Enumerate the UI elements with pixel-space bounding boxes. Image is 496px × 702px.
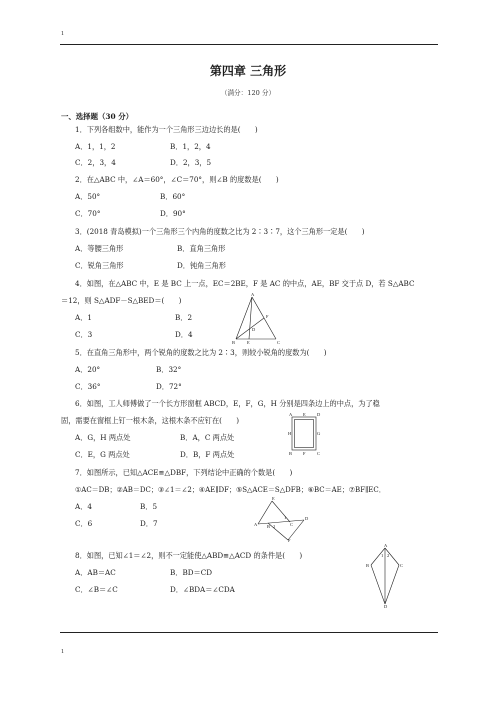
q1-option-d: D．2，3，5 — [170, 158, 212, 167]
q3-option-d: D．钝角三角形 — [177, 261, 226, 270]
q7-congruent-triangles-figure — [254, 496, 310, 542]
q6-label-d: D — [317, 412, 321, 417]
q6-label-h: H — [288, 431, 292, 436]
q5-option-c: C．36° — [75, 382, 101, 391]
q6-stem-line1: 6．如图，工人师傅做了一个长方形窗框 ABCD，E，F，G，H 分别是四条边上的中点，为了稳 — [75, 399, 380, 408]
q3-option-c: C．锐角三角形 — [75, 261, 124, 270]
q7-label-c: C — [290, 522, 294, 527]
q7-label-d: D — [305, 516, 309, 521]
q6-label-c: C — [317, 451, 321, 456]
q4-option-d: D．4 — [175, 330, 193, 339]
footer-rule — [60, 632, 438, 633]
q5-stem: 5．在直角三角形中，两个锐角的度数之比为 2∶3，则较小锐角的度数为( ) — [75, 348, 327, 357]
chapter-title: 第四章 三角形 — [209, 64, 287, 78]
q8-label-angle-2: 2 — [387, 553, 390, 558]
q2-option-a: A．50° — [75, 192, 101, 201]
q7-option-d: D．7 — [140, 519, 158, 528]
q7-conditions: ①AC＝DB；②AB＝DC；③∠1＝∠2；④AE∥DF；⑤S△ACE＝S△DFB；⑥BC＝AE；⑦BF∥EC． — [75, 486, 386, 494]
q8-stem: 8．如图，已知∠1＝∠2，则不一定能使△ABD≌△ACD 的条件是( ) — [75, 551, 303, 560]
q6-label-a: A — [289, 412, 293, 417]
q8-label-a: A — [384, 543, 388, 548]
q1-stem: 1．下列各组数中，能作为一个三角形三边边长的是( ) — [75, 125, 258, 134]
q7-label-a: A — [254, 522, 258, 527]
q6-label-f: F — [303, 451, 306, 456]
header-page-number: 1 — [61, 31, 64, 37]
q6-window-frame-figure — [288, 412, 322, 456]
q8-option-b: B．BD＝CD — [170, 568, 212, 577]
q4-stem-line1: 4．如图，在△ABC 中，E 是 BC 上一点，EC＝2BE，F 是 AC 的中点，AE，BF 交于点 D，若 S△ABC — [75, 279, 415, 288]
q6-stem-line2: 固，需要在窗框上钉一根木条，这根木条不应钉在( ) — [61, 416, 240, 425]
q6-option-b: B．A，C 两点处 — [180, 433, 235, 442]
q4-option-a: A．1 — [75, 313, 92, 322]
q2-stem: 2．在△ABC 中，∠A＝60°，∠C＝70°，则∠B 的度数是( ) — [75, 175, 279, 184]
q7-option-b: B．5 — [140, 502, 158, 511]
q1-option-b: B．1，2，4 — [170, 142, 211, 151]
footer-page-number: 1 — [61, 649, 64, 655]
q8-label-d: D — [384, 604, 388, 609]
q4-label-f: F — [266, 314, 269, 319]
q4-label-a: A — [251, 292, 255, 297]
q8-option-a: A．AB＝AC — [75, 568, 116, 577]
q4-label-d: D — [252, 327, 256, 332]
q5-option-d: D．72° — [156, 382, 182, 391]
q7-label-angle-1: 1 — [284, 515, 287, 520]
q6-option-a: A．G，H 两点处 — [75, 433, 131, 442]
q4-label-e: E — [247, 340, 250, 345]
q4-stem-line2: ＝12，则 S△ADF－S△BED＝( ) — [61, 296, 182, 305]
q4-option-b: B．2 — [175, 313, 193, 322]
q8-option-c: C．∠B＝∠C — [75, 585, 118, 594]
q8-label-c: C — [400, 563, 404, 568]
q6-option-d: D．B，F 两点处 — [180, 450, 235, 459]
q1-option-c: C．2，3，4 — [75, 158, 116, 167]
q6-option-c: C．E，G 两点处 — [75, 450, 130, 459]
q2-option-c: C．70° — [75, 209, 101, 218]
header-rule — [60, 44, 438, 45]
q7-option-c: C．6 — [75, 519, 93, 528]
q6-label-g: G — [317, 431, 321, 436]
q3-option-b: B．直角三角形 — [177, 244, 226, 253]
q2-option-d: D．90° — [160, 209, 186, 218]
q8-option-d: D．∠BDA＝∠CDA — [170, 585, 235, 594]
q6-label-b: B — [289, 451, 293, 456]
q7-label-e: E — [272, 496, 275, 501]
q3-stem: 3．(2018 青岛模拟)一个三角形三个内角的度数之比为 2∶3∶7，这个三角形一定是( ) — [75, 227, 365, 236]
q7-label-f: F — [288, 538, 291, 543]
q8-label-b: B — [366, 563, 370, 568]
q5-option-a: A．20° — [75, 365, 101, 374]
q5-option-b: B．32° — [156, 365, 182, 374]
q6-label-e: E — [303, 412, 306, 417]
section-heading: 一、选择题（30 分） — [61, 112, 133, 121]
q3-option-a: A．等腰三角形 — [75, 244, 124, 253]
q4-label-c: C — [277, 340, 281, 345]
q7-label-angle-2: 2 — [273, 524, 276, 529]
q4-triangle-figure — [232, 293, 284, 345]
q8-label-angle-1: 1 — [381, 553, 384, 558]
q7-label-b: B — [267, 524, 271, 529]
q1-option-a: A．1，1，2 — [75, 142, 116, 151]
q7-option-a: A．4 — [75, 502, 92, 511]
score-note: （满分：120 分） — [220, 89, 276, 97]
q2-option-b: B．60° — [160, 192, 186, 201]
q7-stem: 7．如图所示，已知△ACE≌△DBF，下列结论中正确的个数是( ) — [75, 468, 293, 477]
q8-kite-figure — [366, 544, 406, 608]
q4-label-b: B — [232, 340, 236, 345]
q4-option-c: C．3 — [75, 330, 93, 339]
